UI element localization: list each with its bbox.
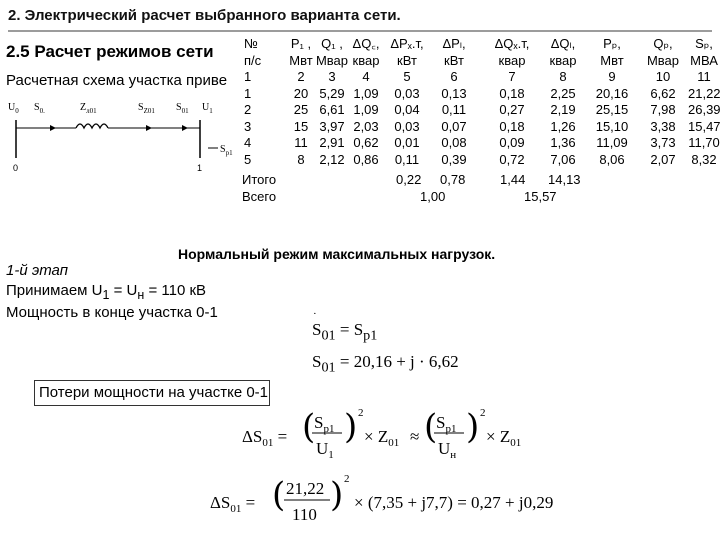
table-cell: 15 — [293, 118, 309, 134]
table-header-cell: квар — [498, 52, 526, 68]
table-header-cell: № — [244, 36, 258, 51]
formula-s01-equals-sp1: · $S_{01} = S_{р1}$ — [312, 308, 378, 344]
table-header-cell: 10 — [655, 69, 671, 84]
table-header-cell: кВт — [444, 52, 464, 68]
svg-text:ΔS01 =: $\Delta S_{01}$ = — [242, 427, 288, 449]
assumption-text: Принимаем $U_1 = U_н = 110$ кВ — [6, 282, 207, 302]
svg-text:21,22: 21,22 — [286, 479, 325, 498]
table-cell: 0,01 — [394, 135, 420, 150]
table-cell: 0,72 — [499, 151, 525, 167]
table-cell: 2,12 — [319, 151, 345, 167]
table-column — [644, 36, 682, 168]
table-cell: 5 — [244, 151, 252, 167]
table-cell: 25 — [293, 102, 309, 117]
table-header-cell: ΔPₓ.т, — [390, 36, 424, 51]
formula-loss-symbolic — [240, 402, 522, 464]
table-column — [590, 36, 634, 168]
total-cell: 0,78 — [440, 172, 466, 187]
table-cell: 3,97 — [319, 118, 345, 134]
table-cell: 2,03 — [353, 118, 379, 134]
table-cell: 0,03 — [394, 118, 420, 134]
table-cell: 2,91 — [319, 135, 345, 150]
table-cell: 20 — [293, 85, 309, 101]
table-cell: 0,62 — [353, 135, 379, 150]
table-cell: 0,11 — [441, 102, 467, 117]
grand-total-cell: 15,57 — [524, 189, 557, 204]
circuit-scheme — [6, 96, 240, 176]
u0-label: $U_0$ — [8, 102, 19, 115]
table-column — [348, 36, 384, 168]
u1-label: $U_1$ — [202, 102, 213, 115]
table-header-cell: ΔQₓ.т, — [494, 36, 530, 51]
table-cell: 11,70 — [688, 135, 720, 150]
formula-s01-value: $S_{01} = 20,16 + j \cdot 6,62$ — [312, 352, 459, 376]
table-header-cell: Sₚ, — [695, 36, 713, 51]
total-cell: 1,44 — [500, 172, 526, 187]
table-cell: 0,18 — [499, 85, 525, 101]
table-cell: 1,09 — [353, 85, 379, 101]
total-cell: 0,22 — [396, 172, 422, 187]
table-cell: 15,10 — [595, 118, 629, 134]
table-cell: 2,19 — [550, 102, 576, 117]
table-column — [314, 36, 350, 168]
table-cell: 0,04 — [394, 102, 420, 117]
stage-label: 1-й этап — [6, 262, 68, 279]
table-header-cell: 9 — [608, 69, 616, 84]
mode-heading: Нормальный режим максимальных нагрузок. — [178, 246, 496, 262]
svg-text:2: 2 — [358, 407, 364, 419]
table-cell: 0,39 — [441, 151, 467, 167]
s-left-label: $S_{0.}$ — [34, 102, 45, 115]
svg-text:): ) — [344, 407, 358, 447]
table-header-cell: 1 — [244, 69, 252, 84]
table-column — [286, 36, 316, 168]
svg-text:(: ( — [272, 475, 286, 515]
table-header-cell: 2 — [297, 69, 305, 84]
table-column — [384, 36, 430, 168]
svg-text:Sр1: $S_{р1}$ — [314, 413, 335, 435]
table-header-cell: Мвар — [315, 52, 349, 68]
table-header-cell: Мвт — [289, 52, 313, 68]
table-cell: 20,16 — [595, 85, 629, 101]
table-header-cell: ΔQₗ, — [550, 36, 576, 51]
table-cell: 0,13 — [441, 85, 467, 101]
table-cell: 0,07 — [441, 118, 467, 134]
svg-text:): ) — [330, 475, 344, 515]
table-cell: 1,26 — [550, 118, 576, 134]
table-header-cell: 3 — [328, 69, 336, 84]
table-header-cell: МВА — [690, 52, 718, 68]
table-header-cell: кВт — [397, 52, 417, 68]
svg-text:Sр1: $S_{р1}$ — [436, 413, 457, 435]
table-cell: 6,62 — [650, 85, 676, 101]
svg-text:(: ( — [302, 407, 316, 447]
svg-text:× Z01: × $Z_{01}$ — [486, 427, 522, 449]
table-column — [688, 36, 720, 168]
svg-text:Uн: $U_н$ — [438, 439, 457, 461]
table-cell: 2,25 — [550, 85, 576, 101]
z-label: $Z_{л01}$ — [80, 102, 97, 115]
table-header-cell: P₁ , — [290, 36, 312, 51]
table-cell: 11 — [294, 135, 308, 150]
s-mid-label: $S_{Z01}$ — [138, 102, 155, 115]
table-header-cell: Qₚ, — [653, 36, 673, 51]
svg-text:U1: $U_1$ — [316, 439, 334, 461]
table-cell: 0,86 — [353, 151, 379, 167]
page-title: 2. Электрический расчет выбранного варианта сети. — [8, 4, 712, 32]
table-cell: 15,47 — [688, 118, 721, 134]
table-column — [244, 36, 278, 168]
table-header-cell: 6 — [450, 69, 458, 84]
table-header-cell: 4 — [362, 69, 370, 84]
table-column — [488, 36, 536, 168]
table-cell: 25,15 — [595, 102, 629, 117]
svg-text:): ) — [466, 407, 480, 447]
grand-total-label: Всего — [242, 189, 277, 204]
table-cell: 2 — [244, 102, 252, 117]
table-cell: 5,29 — [319, 85, 345, 101]
table-cell: 1,09 — [353, 102, 379, 117]
table-cell: 0,11 — [394, 151, 420, 167]
table-header-cell: 11 — [697, 69, 711, 84]
table-cell: 7,06 — [550, 151, 576, 167]
table-header-cell: ΔQ꜀, — [352, 36, 380, 51]
table-cell: 8,06 — [599, 151, 625, 167]
table-cell: 21,22 — [688, 85, 721, 101]
table-cell: 0,03 — [394, 85, 420, 101]
svg-text:ΔS01 =: $\Delta S_{01}$ = — [210, 493, 256, 515]
table-cell: 3,38 — [650, 118, 676, 134]
table-column — [434, 36, 474, 168]
total-row-label: Итого — [242, 172, 277, 187]
table-cell: 1 — [244, 85, 252, 101]
table-cell: 7,98 — [650, 102, 676, 117]
table-header-cell: квар — [352, 52, 380, 68]
grand-total-cell: 1,00 — [420, 189, 446, 204]
table-cell: 1,36 — [550, 135, 576, 150]
table-header-cell: 7 — [508, 69, 516, 84]
s-right-label: $S_{01}$ — [176, 102, 189, 115]
table-cell: 26,39 — [688, 102, 721, 117]
table-column — [540, 36, 586, 168]
table-cell: 8,32 — [691, 151, 717, 167]
table-cell: 0,27 — [499, 102, 525, 117]
results-table — [240, 32, 720, 210]
node1-label: 1 — [197, 163, 203, 173]
formula-loss-numeric — [208, 470, 554, 532]
node0-label: 0 — [13, 163, 19, 173]
table-header-cell: квар — [549, 52, 577, 68]
svg-text:2: 2 — [344, 473, 350, 485]
table-header-cell: Pₚ, — [603, 36, 621, 51]
table-header-cell: 8 — [559, 69, 567, 84]
table-header-cell: ΔPₗ, — [442, 36, 466, 51]
svg-text:× (7,35 + j7,7) = 0,27 + j0,29: × (7,35 + j7,7) = 0,27 + j0,29 — [354, 493, 554, 512]
svg-text:× Z01: × $Z_{01}$ — [364, 427, 400, 449]
table-header-cell: Q₁ , — [321, 36, 343, 51]
svg-text:2: 2 — [480, 407, 486, 419]
svg-text:(: ( — [424, 407, 438, 447]
total-cell: 14,13 — [548, 172, 581, 187]
table-cell: 11,09 — [596, 135, 628, 150]
table-header-cell: п/с — [244, 52, 262, 68]
table-cell: 3,73 — [650, 135, 676, 150]
s-load-label: $S_{р1}$ — [220, 144, 233, 157]
scheme-label: Расчетная схема участка приве — [6, 72, 228, 89]
losses-label: Потери мощности на участке 0-1 — [34, 380, 270, 406]
table-cell: 2,07 — [650, 151, 676, 167]
table-header-cell: Мвар — [646, 52, 680, 68]
table-header-cell: Мвт — [600, 52, 624, 68]
table-cell: 3 — [244, 118, 252, 134]
table-cell: 8 — [297, 151, 305, 167]
table-cell: 4 — [244, 135, 252, 150]
table-cell: 0,08 — [441, 135, 467, 150]
svg-text:110: 110 — [292, 505, 317, 524]
power-end-text: Мощность в конце участка 0-1 — [6, 304, 218, 321]
table-cell: 0,18 — [499, 118, 525, 134]
svg-text:≈: ≈ — [410, 427, 420, 446]
section-heading: 2.5 Расчет режимов сети — [6, 42, 214, 61]
table-header-cell: 5 — [403, 69, 411, 84]
table-cell: 0,09 — [499, 135, 525, 150]
table-cell: 6,61 — [319, 102, 345, 117]
